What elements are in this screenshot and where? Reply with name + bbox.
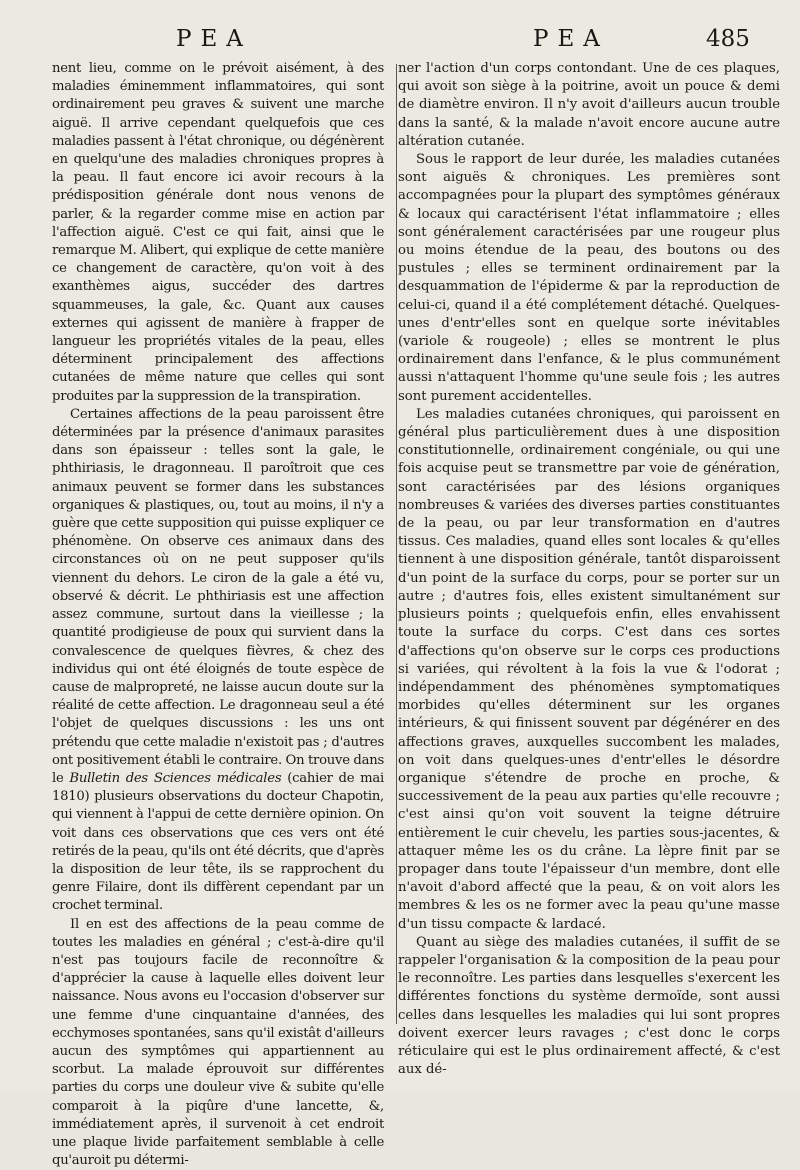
running-head-left: PEA <box>176 26 252 52</box>
paragraph-continued: ner l'action d'un corps contondant. Une de ces plaques, qui avoit son siège à la poitrine, avoit un pouce & demi de diamètre environ. Il n'y avoit d'ailleurs aucun trouble dans la santé, & la malade n'avoit encore aucune autre altération cutanée. <box>398 61 780 149</box>
paragraph-seat: Quant au siège des maladies cutanées, il suffit de se rappeler l'organisation & la composition de la peau pour le reconnoître. Les parties dans lesquelles s'exercent les différentes fonctions du système dermoïde, sont aussi celles dans lesquelles les maladies qui lui sont propres doivent exercer leurs ravages ; c'est donc le corps réticulaire qui est le plus ordinairement affecté, & c'est aux dé- <box>398 934 780 1078</box>
column-divider <box>396 64 397 1024</box>
paragraph-continued: nent lieu, comme on le prévoit aisément, à des maladies éminemment inflammatoires, qui sont ordinairement peu graves & suivent une marche aiguë. Il arrive cependant quelquefois que ces maladies passent à l'état chronique, ou dégénèrent en quelqu'une des maladies chroniques propres à la peau. Il faut encore ici avoir recours à la prédisposition générale dont nous venons de parler, & la regarder comme mise en action par l'affection aiguë. C'est ce qui fait, ainsi que le remarque M. Alibert, qui explique de cette manière ce changement de caractère, qu'on voit à des exanthèmes aigus, succéder des dartres squammeuses, la gale, &c. Quant aux causes externes qui agissent de manière à frapper de langueur les propriétés vitales de la peau, elles déterminent principalement des affections cutanées de même nature que celles qui sont produites par la suppression de la transpiration. <box>52 61 384 404</box>
journal-title: Bulletin des Sciences médicales <box>69 770 282 786</box>
paragraph-text: (cahier de mai 1810) plusieurs observations du docteur Chapotin, qui viennent à l'appui de cette dernière opinion. On voit dans ces observations que ces vers ont été retirés de la peau, qu'ils ont été décrits, que d'après la disposition de leur tête, ils se rapprochent du genre Filaire, dont ils diffèrent cependant par un crochet terminal. <box>52 770 384 914</box>
paragraph-duration: Sous le rapport de leur durée, les maladies cutanées sont aiguës & chroniques. Les premières sont accompagnées pour la plupart des symptômes généraux & locaux qui caractérisent l'état inflammatoire ; elles sont généralement caractérisées par une rougeur plus ou moins étendue de la peau, des boutons ou des pustules ; elles se terminent ordinairement par la desquammation de l'épiderme & par la reproduction de celui-ci, quand il a été complétement détaché. Quelques-unes d'entr'elles sont en quelque sorte inévitables (variole & rougeole) ; elles se montrent le plus ordinairement dans l'enfance, & le plus communément aussi n'attaquent l'homme qu'une seule fois ; les autres sont purement accidentelles. <box>398 152 780 404</box>
right-column <box>398 60 780 1079</box>
paragraph-parasites <box>52 406 384 916</box>
paragraph-text: Certaines affections de la peau paroissent être déterminées par la présence d'animaux parasites dans son épaisseur : telles sont la gale, le phthiriasis, le dragonneau. Il paroîtroit que ces animaux peuvent se former dans les substances organiques & plastiques, ou, tout au moins, il n'y a guère que cette supposition qui puisse expliquer ce phénomène. On observe ces animaux dans des circonstances où on ne peut supposer qu'ils viennent du dehors. Le ciron de la gale a été vu, observé & décrit. Le phthiriasis est une affection assez commune, surtout dans la vieillesse ; la quantité prodigieuse de poux qui survient dans la convalescence de quelques fièvres, & chez des individus qui ont été éloignés de toute espèce de cause de malpropreté, ne laisse aucun doute sur la réalité de cette affection. Le dragonneau seul a été l'objet de quelques discussions : les uns ont prétendu que cette maladie n'existoit pas ; d'autres ont positivement établi le contraire. On trouve dans le <box>52 406 384 786</box>
left-column <box>52 60 384 1170</box>
paragraph-causes: Il en est des affections de la peau comme de toutes les maladies en général ; c'est-à-dire qu'il n'est pas toujours facile de reconnoître & d'apprécier la cause à laquelle elles doivent leur naissance. Nous avons eu l'occasion d'observer sur une femme d'une cinquantaine d'années, des ecchymoses spontanées, sans qu'il existât d'ailleurs aucun des symptômes qui appartiennent au scorbut. La malade éprouvoit sur différentes parties du corps une douleur vive & subite qu'elle comparoit à la piqûre d'une lancette, &, immédiatement après, il survenoit à cet endroit une plaque livide parfaitement semblable à celle qu'auroit pu détermi- <box>52 916 384 1169</box>
paragraph-chronic: Les maladies cutanées chroniques, qui paroissent en général plus particulièrement dues à une disposition constitutionnelle, ordinairement congéniale, ou qui une fois acquise peut se transmettre par voie de génération, sont caractérisées par des lésions organiques nombreuses & variées des diverses parties constituantes de la peau, ou par leur transformation en d'autres tissus. Ces maladies, quand elles sont locales & qu'elles tiennent à une disposition générale, tantôt disparoissent d'un point de la surface du corps, pour se porter sur un autre ; d'autres fois, elles existent simultanément sur plusieurs points ; quelquefois enfin, elles envahissent toute la surface du corps. C'est dans ces sortes d'affections qu'on observe sur le corps ces productions si variées, qui révoltent à la fois la vue & l'odorat ; indépendamment des phénomènes symptomatiques morbides qu'elles déterminent sur les organes intérieurs, & qui finissent souvent par dégénérer en des affections graves, auxquelles succombent les malades, on voit dans quelques-unes d'entr'elles le désordre organique s'étendre de proche en proche, & successivement de la peau aux parties qu'elle recouvre ; c'est ainsi qu'on voit souvent la teigne détruire entièrement le cuir chevelu, les parties sous-jacentes, & attaquer même les os du crâne. La lèpre finit par se propager dans toute l'épaisseur d'un membre, dont elle n'avoit d'abord affecté que la peau, & on voit alors les membres & les os ne former avec la peau qu'une masse d'un tissu compacte & lardacé. <box>398 406 780 932</box>
running-head-right: PEA <box>533 26 609 52</box>
page-number: 485 <box>706 26 750 52</box>
